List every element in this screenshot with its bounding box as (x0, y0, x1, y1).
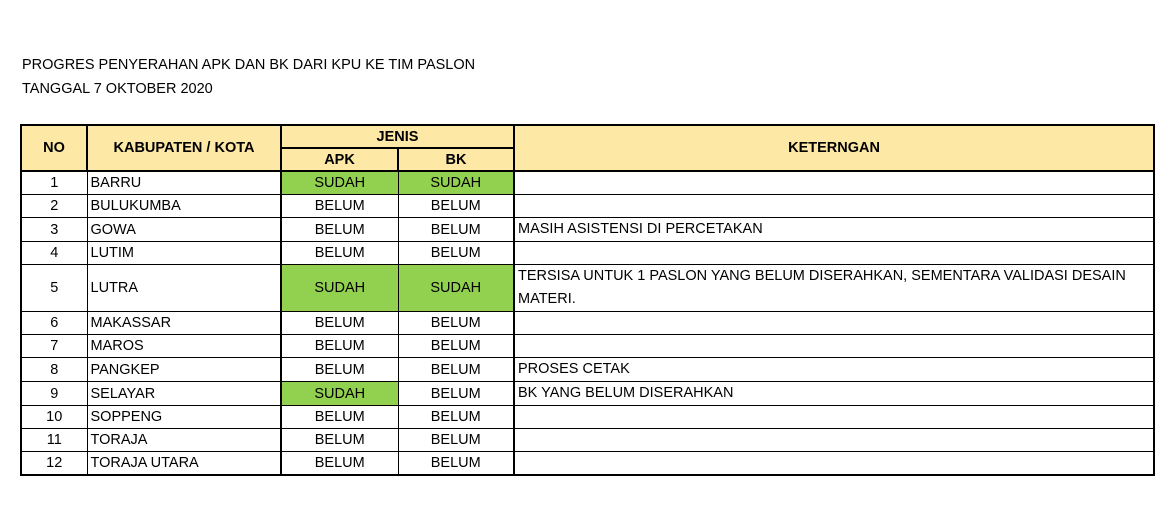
header-kabupaten: KABUPATEN / KOTA (87, 125, 281, 171)
row-kabupaten: BARRU (87, 171, 281, 195)
row-apk-status: BELUM (281, 195, 398, 218)
row-no: 11 (21, 429, 87, 452)
row-apk-status: BELUM (281, 406, 398, 429)
row-keterangan (514, 429, 1154, 452)
table-row (21, 358, 1154, 382)
row-keterangan (514, 242, 1154, 265)
row-no: 9 (21, 382, 87, 406)
header-keterangan: KETERNGAN (514, 125, 1154, 171)
row-no: 12 (21, 452, 87, 476)
report-date: TANGGAL 7 OKTOBER 2020 (22, 81, 213, 97)
table-row (21, 171, 1154, 195)
row-apk-status: BELUM (281, 335, 398, 358)
row-no: 6 (21, 312, 87, 335)
row-apk-status: BELUM (281, 218, 398, 242)
table-row (21, 242, 1154, 265)
row-keterangan (514, 312, 1154, 335)
table-row (21, 335, 1154, 358)
header-apk: APK (281, 148, 398, 171)
row-apk-status: SUDAH (281, 171, 398, 195)
table-row (21, 195, 1154, 218)
table-row (21, 382, 1154, 406)
row-keterangan: TERSISA UNTUK 1 PASLON YANG BELUM DISERAHKAN, SEMENTARA VALIDASI DESAIN MATERI. (514, 265, 1154, 312)
row-apk-status: SUDAH (281, 382, 398, 406)
table-row (21, 406, 1154, 429)
row-keterangan (514, 171, 1154, 195)
row-no: 5 (21, 265, 87, 312)
report-title: PROGRES PENYERAHAN APK DAN BK DARI KPU KE TIM PASLON (22, 57, 476, 73)
header-bk: BK (398, 148, 514, 171)
row-kabupaten: BULUKUMBA (87, 195, 281, 218)
row-no: 7 (21, 335, 87, 358)
row-keterangan (514, 406, 1154, 429)
row-kabupaten: GOWA (87, 218, 281, 242)
row-apk-status: SUDAH (281, 265, 398, 312)
row-kabupaten: MAKASSAR (87, 312, 281, 335)
row-bk-status: BELUM (398, 406, 514, 429)
row-no: 8 (21, 358, 87, 382)
row-bk-status: BELUM (398, 429, 514, 452)
row-bk-status: BELUM (398, 242, 514, 265)
row-kabupaten: LUTIM (87, 242, 281, 265)
row-apk-status: BELUM (281, 358, 398, 382)
row-bk-status: SUDAH (398, 265, 514, 312)
table-row (21, 429, 1154, 452)
row-kabupaten: TORAJA (87, 429, 281, 452)
row-kabupaten: SOPPENG (87, 406, 281, 429)
row-bk-status: BELUM (398, 358, 514, 382)
row-apk-status: BELUM (281, 242, 398, 265)
row-bk-status: BELUM (398, 382, 514, 406)
row-kabupaten: LUTRA (87, 265, 281, 312)
table-row (21, 312, 1154, 335)
table-row (21, 452, 1154, 476)
row-kabupaten: MAROS (87, 335, 281, 358)
row-keterangan (514, 195, 1154, 218)
row-apk-status: BELUM (281, 312, 398, 335)
row-no: 2 (21, 195, 87, 218)
row-bk-status: BELUM (398, 312, 514, 335)
row-apk-status: BELUM (281, 452, 398, 476)
row-bk-status: BELUM (398, 452, 514, 476)
row-bk-status: SUDAH (398, 171, 514, 195)
progress-table (20, 124, 1155, 476)
row-keterangan: MASIH ASISTENSI DI PERCETAKAN (514, 218, 1154, 242)
row-keterangan (514, 452, 1154, 476)
row-kabupaten: TORAJA UTARA (87, 452, 281, 476)
header-no: NO (21, 125, 87, 171)
row-keterangan (514, 335, 1154, 358)
row-apk-status: BELUM (281, 429, 398, 452)
row-no: 10 (21, 406, 87, 429)
table-row (21, 265, 1154, 312)
table-row (21, 218, 1154, 242)
row-bk-status: BELUM (398, 218, 514, 242)
row-keterangan: BK YANG BELUM DISERAHKAN (514, 382, 1154, 406)
row-bk-status: BELUM (398, 335, 514, 358)
row-bk-status: BELUM (398, 195, 514, 218)
header-jenis: JENIS (281, 125, 514, 148)
row-kabupaten: SELAYAR (87, 382, 281, 406)
row-keterangan: PROSES CETAK (514, 358, 1154, 382)
row-kabupaten: PANGKEP (87, 358, 281, 382)
row-no: 4 (21, 242, 87, 265)
row-no: 3 (21, 218, 87, 242)
row-no: 1 (21, 171, 87, 195)
